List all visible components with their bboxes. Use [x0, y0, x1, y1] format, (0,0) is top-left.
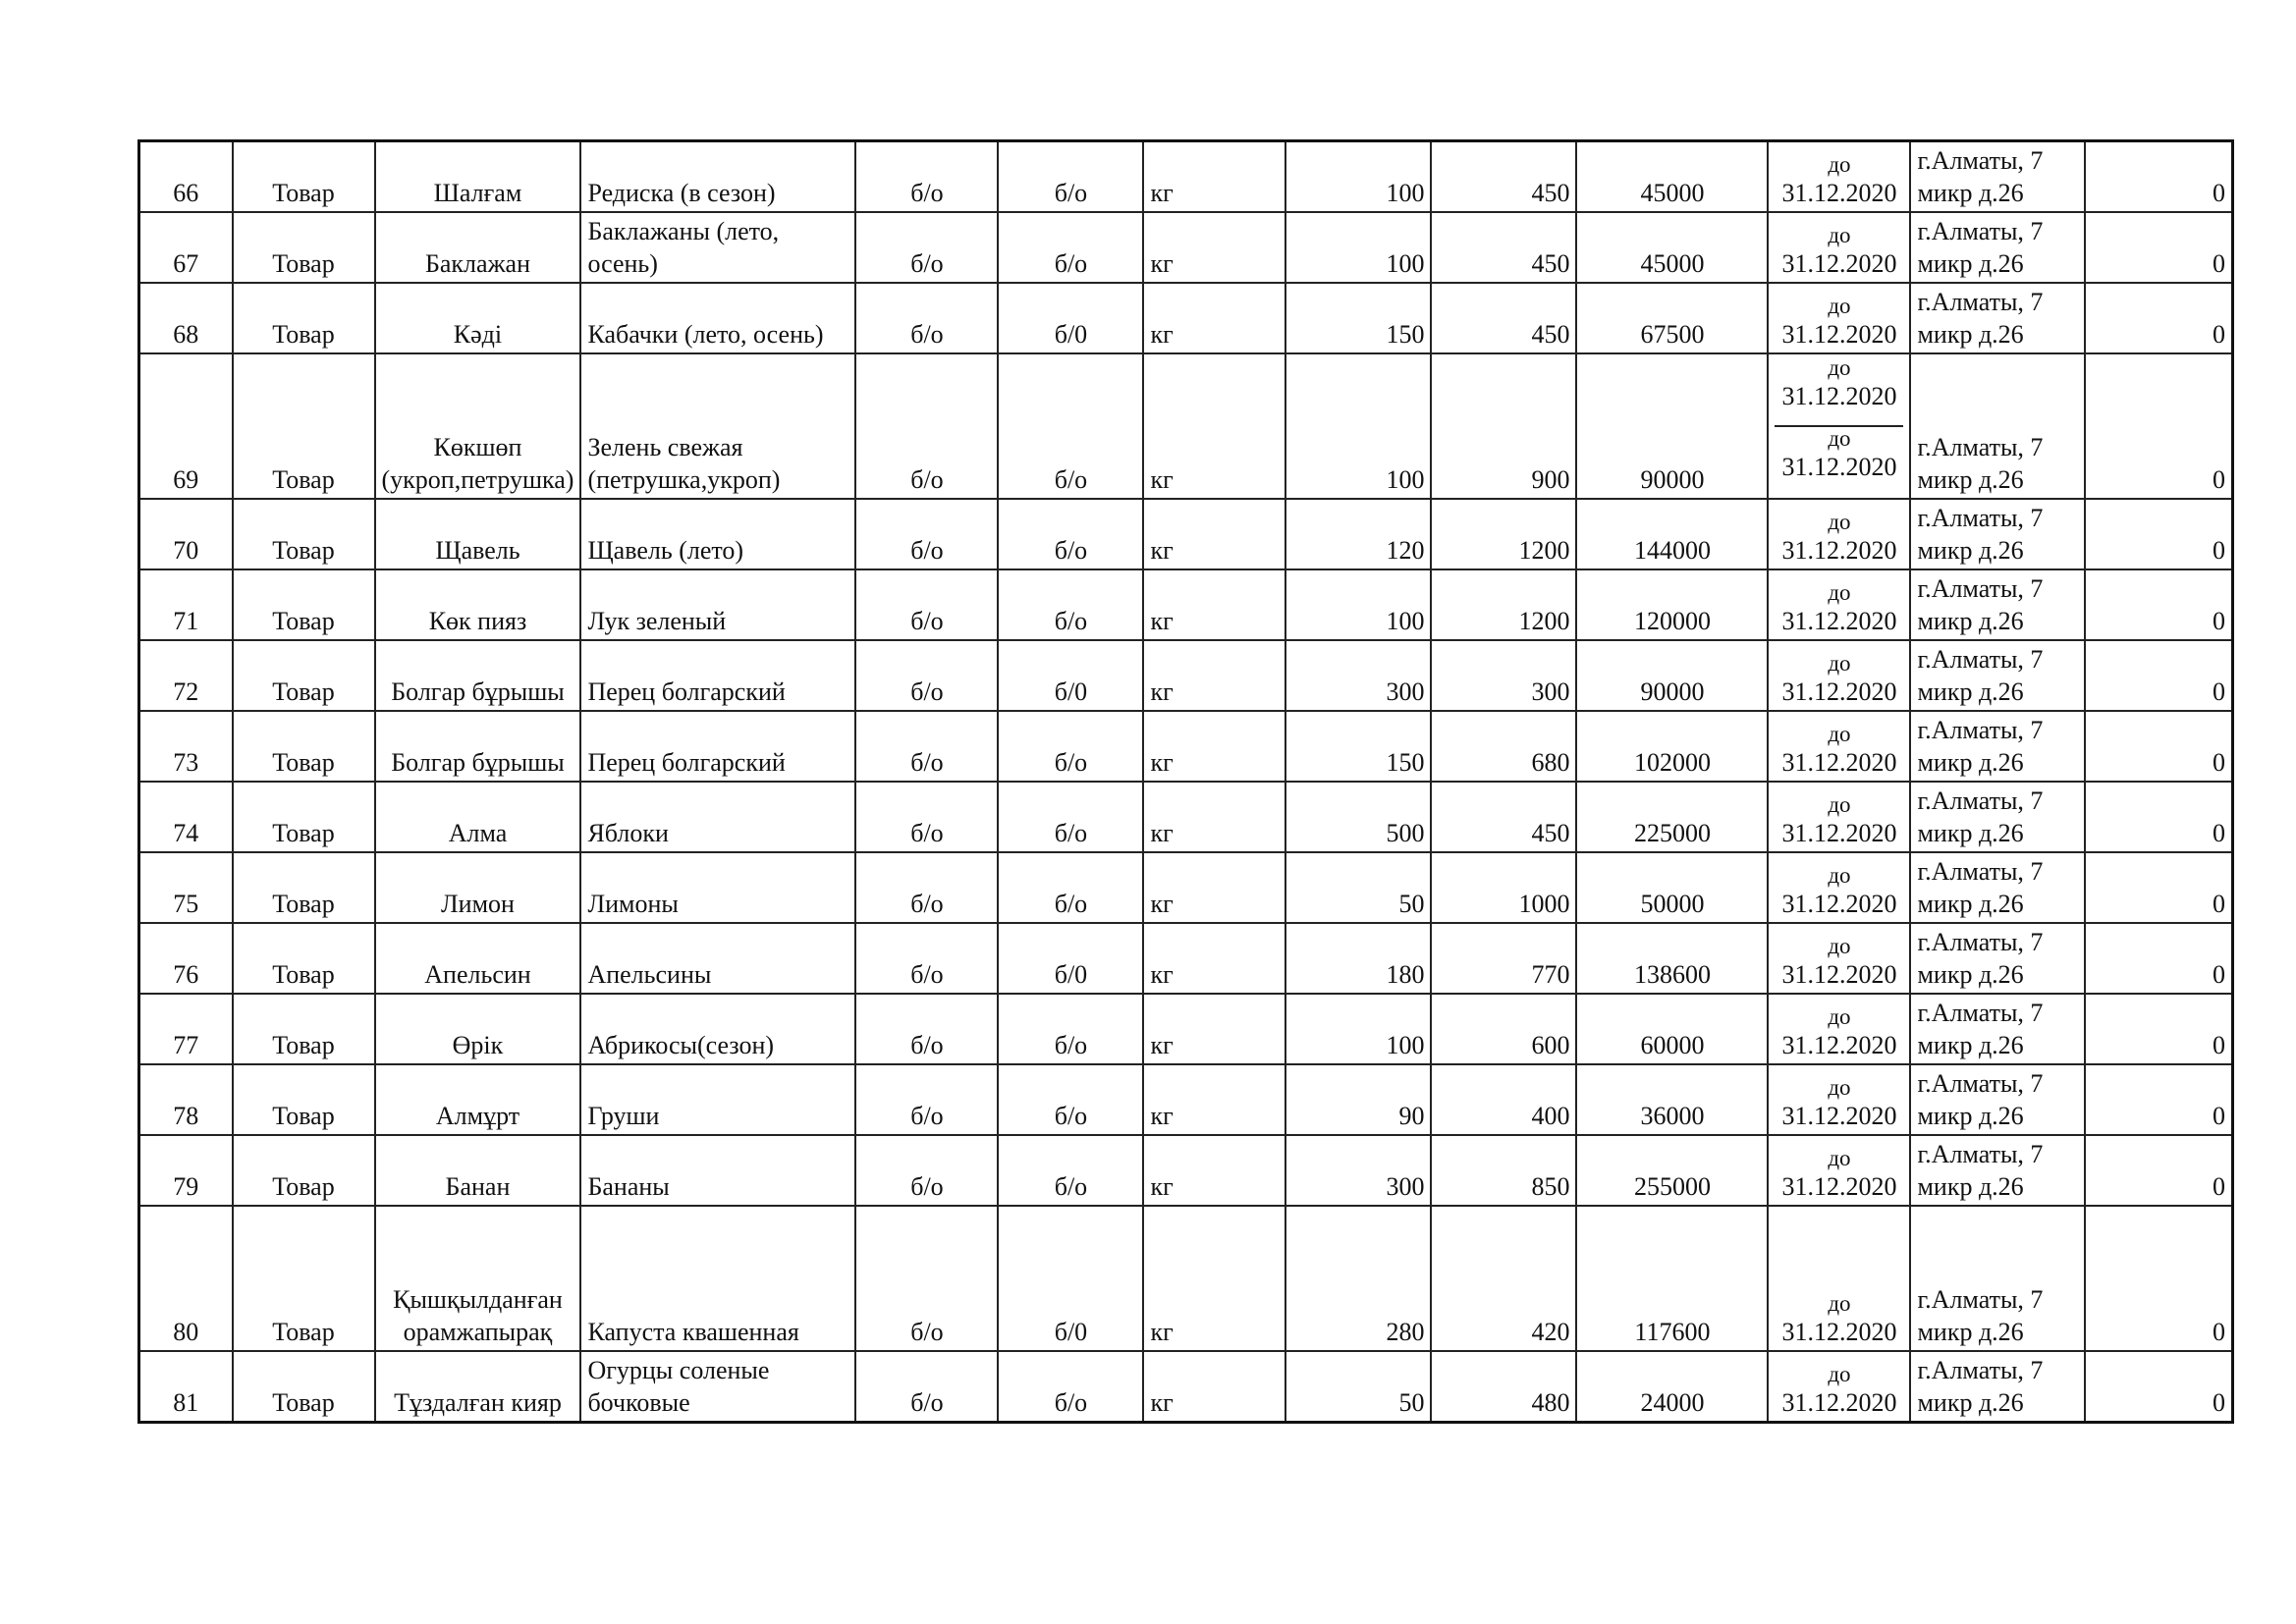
unit-price: 450: [1431, 141, 1576, 213]
quantity: 300: [1285, 640, 1431, 711]
address-line-2: микр д.26: [1917, 249, 2024, 278]
item-name-kz: Өрік: [375, 994, 581, 1064]
date-value: 31.12.2020: [1781, 1031, 1897, 1059]
unit: кг: [1143, 711, 1285, 782]
total-sum: 36000: [1576, 1064, 1768, 1135]
delivery-address: [1910, 640, 2085, 711]
date-prefix: до: [1828, 294, 1851, 318]
row-number: 69: [139, 353, 233, 499]
unit-price: 300: [1431, 640, 1576, 711]
item-name-kz: Лимон: [375, 852, 581, 923]
unit: кг: [1143, 1206, 1285, 1351]
date-value: 31.12.2020: [1781, 320, 1897, 349]
address-line-1: г.Алматы, 7: [1917, 786, 2044, 815]
item-name-ru: Лимоны: [580, 852, 855, 923]
unit-price: 450: [1431, 283, 1576, 353]
unit-price: 1200: [1431, 499, 1576, 569]
delivery-address: [1910, 852, 2085, 923]
unit-price: 770: [1431, 923, 1576, 994]
last-column-value: 0: [2085, 212, 2232, 283]
table-row: [139, 1351, 2233, 1423]
quantity: 100: [1285, 569, 1431, 640]
row-number: 76: [139, 923, 233, 994]
last-column-value: 0: [2085, 640, 2232, 711]
unit: кг: [1143, 1064, 1285, 1135]
col-bo-2: б/о: [998, 1351, 1143, 1423]
unit-price: 900: [1431, 353, 1576, 499]
date-value: 31.12.2020: [1781, 1318, 1897, 1346]
table-row: [139, 569, 2233, 640]
quantity: 300: [1285, 1135, 1431, 1206]
item-name-kz: Көкшөп (укроп,петрушка): [375, 353, 581, 499]
col-bo-2: б/о: [998, 711, 1143, 782]
item-name-kz: Кәді: [375, 283, 581, 353]
address-line-2: микр д.26: [1917, 1388, 2024, 1417]
quantity: 500: [1285, 782, 1431, 852]
address-line-2: микр д.26: [1917, 748, 2024, 777]
table-row: [139, 923, 2233, 994]
item-name-kz: Алмұрт: [375, 1064, 581, 1135]
total-sum: 50000: [1576, 852, 1768, 923]
item-name-kz: Баклажан: [375, 212, 581, 283]
item-type: Товар: [233, 782, 375, 852]
item-type: Товар: [233, 1351, 375, 1423]
row-number: 73: [139, 711, 233, 782]
unit-price: 600: [1431, 994, 1576, 1064]
address-line-2: микр д.26: [1917, 536, 2024, 565]
total-sum: 45000: [1576, 141, 1768, 213]
unit-price: 450: [1431, 782, 1576, 852]
unit-price: 400: [1431, 1064, 1576, 1135]
item-name-kz: Шалғам: [375, 141, 581, 213]
total-sum: 102000: [1576, 711, 1768, 782]
date-prefix: до: [1828, 152, 1851, 177]
delivery-address: [1910, 141, 2085, 213]
col-bo-2: б/о: [998, 141, 1143, 213]
date-prefix: до: [1828, 426, 1851, 451]
col-bo-1: б/о: [855, 1135, 998, 1206]
delivery-address: [1910, 569, 2085, 640]
unit: кг: [1143, 640, 1285, 711]
address-line-2: микр д.26: [1917, 890, 2024, 918]
date-value: 31.12.2020: [1781, 536, 1897, 565]
delivery-address: [1910, 212, 2085, 283]
row-number: 67: [139, 212, 233, 283]
unit: кг: [1143, 569, 1285, 640]
date-prefix: до: [1828, 355, 1851, 380]
item-name-ru: Бананы: [580, 1135, 855, 1206]
table-row: [139, 283, 2233, 353]
col-bo-1: б/о: [855, 923, 998, 994]
row-number: 72: [139, 640, 233, 711]
address-line-1: г.Алматы, 7: [1917, 857, 2044, 886]
col-bo-1: б/о: [855, 1206, 998, 1351]
delivery-address: [1910, 1351, 2085, 1423]
unit: кг: [1143, 353, 1285, 499]
table-row: [139, 499, 2233, 569]
delivery-date: [1768, 283, 1910, 353]
row-number: 68: [139, 283, 233, 353]
last-column-value: 0: [2085, 923, 2232, 994]
quantity: 50: [1285, 852, 1431, 923]
item-name-ru: Огурцы соленые бочковые: [580, 1351, 855, 1423]
item-name-ru: Капуста квашенная: [580, 1206, 855, 1351]
col-bo-1: б/о: [855, 640, 998, 711]
delivery-date: [1768, 640, 1910, 711]
item-type: Товар: [233, 499, 375, 569]
address-line-2: микр д.26: [1917, 607, 2024, 635]
table-row: [139, 852, 2233, 923]
date-value: 31.12.2020: [1781, 748, 1897, 777]
total-sum: 138600: [1576, 923, 1768, 994]
item-name-kz: Болгар бұрышы: [375, 711, 581, 782]
last-column-value: 0: [2085, 782, 2232, 852]
delivery-date: [1768, 499, 1910, 569]
item-name-kz: Тұздалған кияр: [375, 1351, 581, 1423]
col-bo-2: б/о: [998, 1135, 1143, 1206]
total-sum: 45000: [1576, 212, 1768, 283]
item-name-ru: Щавель (лето): [580, 499, 855, 569]
date-prefix: до: [1828, 1362, 1851, 1386]
item-name-ru: Абрикосы(сезон): [580, 994, 855, 1064]
total-sum: 120000: [1576, 569, 1768, 640]
date-prefix: до: [1828, 863, 1851, 888]
date-value: 31.12.2020: [1781, 453, 1897, 481]
delivery-date: [1768, 212, 1910, 283]
col-bo-1: б/о: [855, 499, 998, 569]
date-value: 31.12.2020: [1781, 607, 1897, 635]
col-bo-2: б/о: [998, 499, 1143, 569]
quantity: 180: [1285, 923, 1431, 994]
quantity: 150: [1285, 711, 1431, 782]
unit: кг: [1143, 923, 1285, 994]
address-line-1: г.Алматы, 7: [1917, 1140, 2044, 1168]
total-sum: 24000: [1576, 1351, 1768, 1423]
last-column-value: 0: [2085, 1206, 2232, 1351]
address-line-1: г.Алматы, 7: [1917, 999, 2044, 1027]
total-sum: 90000: [1576, 353, 1768, 499]
col-bo-1: б/о: [855, 1064, 998, 1135]
date-value: 31.12.2020: [1781, 382, 1897, 410]
quantity: 120: [1285, 499, 1431, 569]
address-line-1: г.Алматы, 7: [1917, 288, 2044, 316]
delivery-date: [1768, 1351, 1910, 1423]
total-sum: 225000: [1576, 782, 1768, 852]
quantity: 50: [1285, 1351, 1431, 1423]
date-prefix: до: [1828, 1291, 1851, 1316]
row-number: 71: [139, 569, 233, 640]
table-row: [139, 1064, 2233, 1135]
delivery-date-lower: [1775, 427, 1903, 496]
date-prefix: до: [1828, 651, 1851, 676]
table-row: [139, 1135, 2233, 1206]
total-sum: 67500: [1576, 283, 1768, 353]
date-prefix: до: [1828, 722, 1851, 746]
date-value: 31.12.2020: [1781, 890, 1897, 918]
col-bo-1: б/о: [855, 569, 998, 640]
table-row: [139, 212, 2233, 283]
address-line-1: г.Алматы, 7: [1917, 716, 2044, 744]
address-line-2: микр д.26: [1917, 1031, 2024, 1059]
table-row: [139, 141, 2233, 213]
col-bo-1: б/о: [855, 852, 998, 923]
table-row: [139, 994, 2233, 1064]
delivery-date: [1768, 1064, 1910, 1135]
delivery-date: [1768, 711, 1910, 782]
row-number: 78: [139, 1064, 233, 1135]
unit: кг: [1143, 994, 1285, 1064]
date-value: 31.12.2020: [1781, 1388, 1897, 1417]
address-line-2: микр д.26: [1917, 179, 2024, 207]
delivery-date: [1768, 1206, 1910, 1351]
total-sum: 90000: [1576, 640, 1768, 711]
item-type: Товар: [233, 1135, 375, 1206]
address-line-2: микр д.26: [1917, 465, 2024, 494]
item-name-kz: Болгар бұрышы: [375, 640, 581, 711]
item-name-ru: Баклажаны (лето, осень): [580, 212, 855, 283]
row-number: 70: [139, 499, 233, 569]
unit-price: 1000: [1431, 852, 1576, 923]
quantity: 100: [1285, 994, 1431, 1064]
table-row: [139, 1206, 2233, 1351]
delivery-date: [1768, 852, 1910, 923]
item-name-kz: Қышқылданған орамжапырақ: [375, 1206, 581, 1351]
date-prefix: до: [1828, 934, 1851, 958]
delivery-date: [1768, 782, 1910, 852]
delivery-address: [1910, 994, 2085, 1064]
date-value: 31.12.2020: [1781, 1102, 1897, 1130]
date-prefix: до: [1828, 1004, 1851, 1029]
item-type: Товар: [233, 852, 375, 923]
quantity: 150: [1285, 283, 1431, 353]
last-column-value: 0: [2085, 1135, 2232, 1206]
delivery-address: [1910, 283, 2085, 353]
total-sum: 144000: [1576, 499, 1768, 569]
address-line-2: микр д.26: [1917, 960, 2024, 989]
unit: кг: [1143, 283, 1285, 353]
row-number: 74: [139, 782, 233, 852]
delivery-date-upper: [1775, 356, 1903, 427]
row-number: 80: [139, 1206, 233, 1351]
item-name-kz: Банан: [375, 1135, 581, 1206]
item-type: Товар: [233, 994, 375, 1064]
last-column-value: 0: [2085, 569, 2232, 640]
item-type: Товар: [233, 923, 375, 994]
item-name-ru: Груши: [580, 1064, 855, 1135]
col-bo-2: б/0: [998, 923, 1143, 994]
row-number: 75: [139, 852, 233, 923]
unit: кг: [1143, 852, 1285, 923]
table-row: [139, 640, 2233, 711]
unit-price: 480: [1431, 1351, 1576, 1423]
unit: кг: [1143, 499, 1285, 569]
item-name-ru: Зелень свежая (петрушка,укроп): [580, 353, 855, 499]
col-bo-2: б/0: [998, 283, 1143, 353]
address-line-1: г.Алматы, 7: [1917, 928, 2044, 956]
col-bo-2: б/о: [998, 852, 1143, 923]
delivery-address: [1910, 711, 2085, 782]
address-line-2: микр д.26: [1917, 677, 2024, 706]
item-type: Товар: [233, 640, 375, 711]
last-column-value: 0: [2085, 353, 2232, 499]
item-type: Товар: [233, 283, 375, 353]
col-bo-1: б/о: [855, 994, 998, 1064]
quantity: 280: [1285, 1206, 1431, 1351]
date-value: 31.12.2020: [1781, 249, 1897, 278]
item-name-kz: Көк пияз: [375, 569, 581, 640]
date-value: 31.12.2020: [1781, 677, 1897, 706]
col-bo-1: б/о: [855, 1351, 998, 1423]
item-type: Товар: [233, 212, 375, 283]
col-bo-2: б/0: [998, 1206, 1143, 1351]
delivery-date: [1768, 141, 1910, 213]
col-bo-2: б/о: [998, 1064, 1143, 1135]
last-column-value: 0: [2085, 499, 2232, 569]
item-type: Товар: [233, 569, 375, 640]
item-name-ru: Лук зеленый: [580, 569, 855, 640]
address-line-1: г.Алматы, 7: [1917, 217, 2044, 245]
date-value: 31.12.2020: [1781, 960, 1897, 989]
table-row: [139, 711, 2233, 782]
item-type: Товар: [233, 711, 375, 782]
unit-price: 420: [1431, 1206, 1576, 1351]
unit: кг: [1143, 141, 1285, 213]
table-row: [139, 782, 2233, 852]
row-number: 79: [139, 1135, 233, 1206]
address-line-1: г.Алматы, 7: [1917, 433, 2044, 461]
col-bo-1: б/о: [855, 283, 998, 353]
col-bo-2: б/0: [998, 640, 1143, 711]
quantity: 100: [1285, 212, 1431, 283]
row-number: 66: [139, 141, 233, 213]
last-column-value: 0: [2085, 283, 2232, 353]
last-column-value: 0: [2085, 141, 2232, 213]
row-number: 81: [139, 1351, 233, 1423]
col-bo-2: б/о: [998, 569, 1143, 640]
delivery-address: [1910, 923, 2085, 994]
delivery-date: [1768, 1135, 1910, 1206]
address-line-2: микр д.26: [1917, 1172, 2024, 1201]
unit: кг: [1143, 212, 1285, 283]
item-type: Товар: [233, 353, 375, 499]
last-column-value: 0: [2085, 1064, 2232, 1135]
procurement-table: [137, 139, 2234, 1424]
item-name-ru: Яблоки: [580, 782, 855, 852]
item-name-ru: Кабачки (лето, осень): [580, 283, 855, 353]
date-prefix: до: [1828, 1075, 1851, 1100]
delivery-address: [1910, 353, 2085, 499]
address-line-2: микр д.26: [1917, 320, 2024, 349]
total-sum: 117600: [1576, 1206, 1768, 1351]
unit: кг: [1143, 1351, 1285, 1423]
delivery-address: [1910, 1206, 2085, 1351]
total-sum: 255000: [1576, 1135, 1768, 1206]
date-prefix: до: [1828, 580, 1851, 605]
col-bo-1: б/о: [855, 212, 998, 283]
unit: кг: [1143, 782, 1285, 852]
delivery-date: [1768, 923, 1910, 994]
item-name-kz: Щавель: [375, 499, 581, 569]
address-line-1: г.Алматы, 7: [1917, 645, 2044, 674]
address-line-1: г.Алматы, 7: [1917, 574, 2044, 603]
date-prefix: до: [1828, 792, 1851, 817]
date-value: 31.12.2020: [1781, 179, 1897, 207]
item-name-ru: Перец болгарский: [580, 711, 855, 782]
item-name-ru: Перец болгарский: [580, 640, 855, 711]
address-line-1: г.Алматы, 7: [1917, 1285, 2044, 1314]
address-line-1: г.Алматы, 7: [1917, 146, 2044, 175]
total-sum: 60000: [1576, 994, 1768, 1064]
delivery-date: [1768, 569, 1910, 640]
item-name-kz: Апельсин: [375, 923, 581, 994]
item-type: Товар: [233, 141, 375, 213]
unit-price: 680: [1431, 711, 1576, 782]
delivery-address: [1910, 499, 2085, 569]
unit-price: 450: [1431, 212, 1576, 283]
address-line-2: микр д.26: [1917, 1102, 2024, 1130]
date-prefix: до: [1828, 1146, 1851, 1170]
item-name-ru: Редиска (в сезон): [580, 141, 855, 213]
item-name-kz: Алма: [375, 782, 581, 852]
col-bo-1: б/о: [855, 782, 998, 852]
delivery-date: [1768, 994, 1910, 1064]
address-line-2: микр д.26: [1917, 819, 2024, 847]
item-name-ru: Апельсины: [580, 923, 855, 994]
address-line-2: микр д.26: [1917, 1318, 2024, 1346]
unit-price: 1200: [1431, 569, 1576, 640]
col-bo-2: б/о: [998, 212, 1143, 283]
col-bo-1: б/о: [855, 711, 998, 782]
address-line-1: г.Алматы, 7: [1917, 1356, 2044, 1384]
item-type: Товар: [233, 1064, 375, 1135]
unit-price: 850: [1431, 1135, 1576, 1206]
last-column-value: 0: [2085, 711, 2232, 782]
row-number: 77: [139, 994, 233, 1064]
address-line-1: г.Алматы, 7: [1917, 504, 2044, 532]
delivery-address: [1910, 782, 2085, 852]
last-column-value: 0: [2085, 994, 2232, 1064]
delivery-address: [1910, 1064, 2085, 1135]
col-bo-1: б/о: [855, 353, 998, 499]
quantity: 100: [1285, 353, 1431, 499]
address-line-1: г.Алматы, 7: [1917, 1069, 2044, 1098]
delivery-address: [1910, 1135, 2085, 1206]
date-value: 31.12.2020: [1781, 819, 1897, 847]
col-bo-2: б/о: [998, 353, 1143, 499]
quantity: 90: [1285, 1064, 1431, 1135]
date-value: 31.12.2020: [1781, 1172, 1897, 1201]
item-type: Товар: [233, 1206, 375, 1351]
table-row: [139, 353, 2233, 499]
last-column-value: 0: [2085, 1351, 2232, 1423]
date-prefix: до: [1828, 223, 1851, 247]
unit: кг: [1143, 1135, 1285, 1206]
last-column-value: 0: [2085, 852, 2232, 923]
col-bo-2: б/о: [998, 782, 1143, 852]
delivery-date: [1768, 353, 1910, 499]
col-bo-2: б/о: [998, 994, 1143, 1064]
quantity: 100: [1285, 141, 1431, 213]
col-bo-1: б/о: [855, 141, 998, 213]
date-prefix: до: [1828, 510, 1851, 534]
